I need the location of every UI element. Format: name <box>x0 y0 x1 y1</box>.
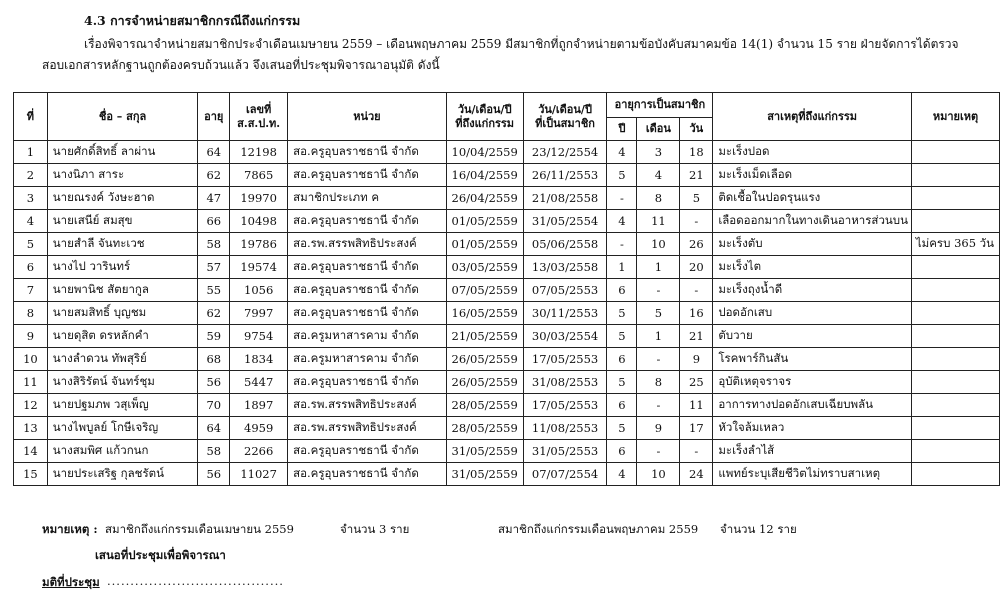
duration-days: 16 <box>680 302 713 325</box>
member-unit: สอ.ครูอุบลราชธานี จำกัด <box>288 256 447 279</box>
duration-months: 5 <box>637 302 680 325</box>
death-date: 26/05/2559 <box>446 348 523 371</box>
death-date: 16/04/2559 <box>446 164 523 187</box>
member-age: 59 <box>198 325 230 348</box>
join-date: 23/12/2554 <box>523 141 607 164</box>
death-date: 07/05/2559 <box>446 279 523 302</box>
footer-april-count: จำนวน 3 ราย <box>340 522 410 536</box>
duration-days: - <box>680 210 713 233</box>
member-name: นายพานิช สัตยากูล <box>47 279 198 302</box>
duration-days: 5 <box>680 187 713 210</box>
duration-years: - <box>607 233 637 256</box>
join-date: 07/07/2554 <box>523 463 607 486</box>
cause-of-death: อาการทางปอดอักเสบเฉียบพลัน <box>713 394 912 417</box>
member-number: 19574 <box>230 256 288 279</box>
duration-days: 17 <box>680 417 713 440</box>
resolution-label: มติที่ประชุม <box>42 575 100 589</box>
cause-of-death: มะเร็งตับ <box>713 233 912 256</box>
join-date: 26/11/2553 <box>523 164 607 187</box>
duration-months: - <box>637 348 680 371</box>
table-row <box>14 187 1000 210</box>
row-number: 6 <box>14 256 48 279</box>
row-note <box>911 394 999 417</box>
cause-of-death: หัวใจล้มเหลว <box>713 417 912 440</box>
death-date: 26/04/2559 <box>446 187 523 210</box>
duration-months: 10 <box>637 233 680 256</box>
header-cause: สาเหตุที่ถึงแก่กรรม <box>713 93 912 141</box>
join-date: 30/03/2554 <box>523 325 607 348</box>
duration-years: - <box>607 187 637 210</box>
duration-months: 8 <box>637 371 680 394</box>
member-age: 56 <box>198 463 230 486</box>
duration-months: - <box>637 440 680 463</box>
duration-years: 6 <box>607 279 637 302</box>
row-note <box>911 279 999 302</box>
member-number: 2266 <box>230 440 288 463</box>
row-note <box>911 371 999 394</box>
member-number: 1897 <box>230 394 288 417</box>
row-note <box>911 141 999 164</box>
death-date: 28/05/2559 <box>446 417 523 440</box>
member-name: นายประเสริฐ กุลชรัตน์ <box>47 463 198 486</box>
section-heading: 4.3 การจำหน่ายสมาชิกกรณีถึงแก่กรรม <box>84 13 301 28</box>
cause-of-death: มะเร็งไต <box>713 256 912 279</box>
join-date: 07/05/2553 <box>523 279 607 302</box>
member-unit: สอ.ครูอุบลราชธานี จำกัด <box>288 302 447 325</box>
row-number: 11 <box>14 371 48 394</box>
join-date: 31/08/2553 <box>523 371 607 394</box>
member-age: 64 <box>198 141 230 164</box>
duration-years: 6 <box>607 394 637 417</box>
member-unit: สอ.ครูมหาสารคาม จำกัด <box>288 325 447 348</box>
cause-of-death: มะเร็งเม็ดเลือด <box>713 164 912 187</box>
member-number: 11027 <box>230 463 288 486</box>
duration-years: 5 <box>607 164 637 187</box>
member-unit: สอ.ครูอุบลราชธานี จำกัด <box>288 164 447 187</box>
member-number: 4959 <box>230 417 288 440</box>
table-row <box>14 348 1000 371</box>
member-unit: สอ.ครูอุบลราชธานี จำกัด <box>288 463 447 486</box>
death-date: 28/05/2559 <box>446 394 523 417</box>
death-date: 26/05/2559 <box>446 371 523 394</box>
cause-of-death: อุบัติเหตุจราจร <box>713 371 912 394</box>
duration-years: 5 <box>607 417 637 440</box>
row-note <box>911 463 999 486</box>
row-note <box>911 187 999 210</box>
header-no: ที่ <box>14 93 48 141</box>
member-age: 57 <box>198 256 230 279</box>
duration-years: 1 <box>607 256 637 279</box>
header-join-date: วัน/เดือน/ปี ที่เป็นสมาชิก <box>523 93 607 141</box>
member-name: นางสิริรัตน์ จันทร์ชุม <box>47 371 198 394</box>
table-row <box>14 325 1000 348</box>
member-name: นายดุสิต ดรหลักคำ <box>47 325 198 348</box>
member-number: 19786 <box>230 233 288 256</box>
duration-years: 4 <box>607 463 637 486</box>
join-date: 05/06/2558 <box>523 233 607 256</box>
cause-of-death: โรคพาร์กินสัน <box>713 348 912 371</box>
member-number: 9754 <box>230 325 288 348</box>
cause-of-death: ปอดอักเสบ <box>713 302 912 325</box>
member-age: 68 <box>198 348 230 371</box>
footer-april-text: สมาชิกถึงแก่กรรมเดือนเมษายน 2559 <box>105 522 294 536</box>
duration-days: 18 <box>680 141 713 164</box>
member-name: นางลำดวน ทัพสุริย์ <box>47 348 198 371</box>
table-row <box>14 233 1000 256</box>
member-unit: สอ.ครูอุบลราชธานี จำกัด <box>288 371 447 394</box>
row-note: ไม่ครบ 365 วัน <box>911 233 999 256</box>
row-note <box>911 164 999 187</box>
cause-of-death: มะเร็งลำไส้ <box>713 440 912 463</box>
member-age: 70 <box>198 394 230 417</box>
header-unit: หน่วย <box>288 93 447 141</box>
footer-may-text: สมาชิกถึงแก่กรรมเดือนพฤษภาคม 2559 <box>498 522 699 536</box>
member-number: 5447 <box>230 371 288 394</box>
duration-years: 5 <box>607 325 637 348</box>
member-name: นายปฐมภพ วสุเพ็ญ <box>47 394 198 417</box>
intro-paragraph: เรื่องพิจารณาจำหน่ายสมาชิกประจำเดือนเมษายน 2559 – เดือนพฤษภาคม 2559 มีสมาชิกที่ถูกจำหน่ายตามข้อบังคับสมาคมข้อ 14(1) จำนวน 15 ราย ฝ่ายจัดการได้ตรวจสอบเอกสารหลักฐานถูกต้องครบถ้วนแล้ว จึงเสนอที่ประชุมพิจารณาอนุมัติ ดังนี้ <box>42 37 959 72</box>
header-member-no: เลขที่ ส.ส.ป.ท. <box>230 93 288 141</box>
duration-years: 4 <box>607 141 637 164</box>
member-name: นางสมพิศ แก้วกนก <box>47 440 198 463</box>
duration-days: - <box>680 440 713 463</box>
row-number: 2 <box>14 164 48 187</box>
member-age: 64 <box>198 417 230 440</box>
cause-of-death: ตับวาย <box>713 325 912 348</box>
duration-months: 8 <box>637 187 680 210</box>
table-row <box>14 463 1000 486</box>
member-age: 66 <box>198 210 230 233</box>
member-unit: สอ.รพ.สรรพสิทธิประสงค์ <box>288 394 447 417</box>
duration-days: 26 <box>680 233 713 256</box>
death-date: 01/05/2559 <box>446 233 523 256</box>
table-row <box>14 279 1000 302</box>
cause-of-death: เลือดออกมากในทางเดินอาหารส่วนบน <box>713 210 912 233</box>
member-number: 1056 <box>230 279 288 302</box>
row-number: 3 <box>14 187 48 210</box>
member-unit: สอ.ครูอุบลราชธานี จำกัด <box>288 141 447 164</box>
duration-months: - <box>637 279 680 302</box>
member-name: นายสมสิทธิ์ บุญชม <box>47 302 198 325</box>
death-date: 01/05/2559 <box>446 210 523 233</box>
member-age: 55 <box>198 279 230 302</box>
row-number: 8 <box>14 302 48 325</box>
member-name: นายสำลี จันทะเวช <box>47 233 198 256</box>
row-number: 7 <box>14 279 48 302</box>
resolution-blank: ...................................... <box>107 574 284 588</box>
duration-years: 5 <box>607 302 637 325</box>
header-months: เดือน <box>637 118 680 141</box>
member-name: นางไพบูลย์ โกษีเจริญ <box>47 417 198 440</box>
row-note <box>911 325 999 348</box>
member-age: 58 <box>198 233 230 256</box>
member-name: นายศักดิ์สิทธิ์ ลาผ่าน <box>47 141 198 164</box>
footer-propose: เสนอที่ประชุมเพื่อพิจารณา <box>95 548 226 562</box>
member-unit: สมาชิกประเภท ค <box>288 187 447 210</box>
join-date: 30/11/2553 <box>523 302 607 325</box>
row-number: 10 <box>14 348 48 371</box>
duration-days: 20 <box>680 256 713 279</box>
death-date: 16/05/2559 <box>446 302 523 325</box>
member-unit: สอ.รพ.สรรพสิทธิประสงค์ <box>288 233 447 256</box>
row-note <box>911 348 999 371</box>
row-number: 14 <box>14 440 48 463</box>
row-number: 1 <box>14 141 48 164</box>
duration-months: 3 <box>637 141 680 164</box>
member-unit: สอ.ครูอุบลราชธานี จำกัด <box>288 440 447 463</box>
join-date: 17/05/2553 <box>523 348 607 371</box>
table-row <box>14 417 1000 440</box>
member-name: นายณรงค์ วังษะฮาด <box>47 187 198 210</box>
duration-years: 5 <box>607 371 637 394</box>
join-date: 13/03/2558 <box>523 256 607 279</box>
duration-months: - <box>637 394 680 417</box>
duration-months: 11 <box>637 210 680 233</box>
duration-years: 6 <box>607 348 637 371</box>
member-unit: สอ.ครูอุบลราชธานี จำกัด <box>288 210 447 233</box>
header-note: หมายเหตุ <box>911 93 999 141</box>
table-row <box>14 164 1000 187</box>
row-number: 15 <box>14 463 48 486</box>
join-date: 11/08/2553 <box>523 417 607 440</box>
table-row <box>14 440 1000 463</box>
table-row <box>14 371 1000 394</box>
duration-days: 21 <box>680 325 713 348</box>
duration-months: 9 <box>637 417 680 440</box>
table-row <box>14 210 1000 233</box>
row-number: 12 <box>14 394 48 417</box>
duration-days: - <box>680 279 713 302</box>
member-unit: สอ.ครูมหาสารคาม จำกัด <box>288 348 447 371</box>
member-age: 62 <box>198 164 230 187</box>
header-age: อายุ <box>198 93 230 141</box>
death-date: 31/05/2559 <box>446 463 523 486</box>
join-date: 31/05/2553 <box>523 440 607 463</box>
duration-months: 1 <box>637 256 680 279</box>
duration-days: 21 <box>680 164 713 187</box>
header-death-date: วัน/เดือน/ปี ที่ถึงแก่กรรม <box>446 93 523 141</box>
member-number: 1834 <box>230 348 288 371</box>
member-number: 10498 <box>230 210 288 233</box>
table-row <box>14 141 1000 164</box>
join-date: 17/05/2553 <box>523 394 607 417</box>
death-date: 10/04/2559 <box>446 141 523 164</box>
table-row <box>14 302 1000 325</box>
table-row <box>14 256 1000 279</box>
footer-note-label: หมายเหตุ : <box>42 522 98 536</box>
row-number: 9 <box>14 325 48 348</box>
header-name: ชื่อ – สกุล <box>47 93 198 141</box>
cause-of-death: แพทย์ระบุเสียชีวิตไม่ทราบสาเหตุ <box>713 463 912 486</box>
member-age: 56 <box>198 371 230 394</box>
member-name: นายเสนีย์ สมสุข <box>47 210 198 233</box>
death-date: 03/05/2559 <box>446 256 523 279</box>
cause-of-death: ติดเชื้อในปอดรุนแรง <box>713 187 912 210</box>
member-name: นางนิภา สาระ <box>47 164 198 187</box>
member-number: 12198 <box>230 141 288 164</box>
member-unit: สอ.ครูอุบลราชธานี จำกัด <box>288 279 447 302</box>
header-years: ปี <box>607 118 637 141</box>
death-date: 31/05/2559 <box>446 440 523 463</box>
member-number: 19970 <box>230 187 288 210</box>
member-age: 62 <box>198 302 230 325</box>
table-row <box>14 394 1000 417</box>
member-age: 58 <box>198 440 230 463</box>
duration-days: 11 <box>680 394 713 417</box>
row-note <box>911 210 999 233</box>
join-date: 31/05/2554 <box>523 210 607 233</box>
cause-of-death: มะเร็งถุงน้ำดี <box>713 279 912 302</box>
row-note <box>911 256 999 279</box>
duration-days: 24 <box>680 463 713 486</box>
join-date: 21/08/2558 <box>523 187 607 210</box>
member-name: นางไป วารินทร์ <box>47 256 198 279</box>
header-days: วัน <box>680 118 713 141</box>
footer-may-count: จำนวน 12 ราย <box>720 522 797 536</box>
member-number: 7997 <box>230 302 288 325</box>
member-unit: สอ.รพ.สรรพสิทธิประสงค์ <box>288 417 447 440</box>
member-number: 7865 <box>230 164 288 187</box>
duration-months: 10 <box>637 463 680 486</box>
cause-of-death: มะเร็งปอด <box>713 141 912 164</box>
duration-years: 4 <box>607 210 637 233</box>
row-note <box>911 440 999 463</box>
death-date: 21/05/2559 <box>446 325 523 348</box>
row-number: 13 <box>14 417 48 440</box>
duration-days: 9 <box>680 348 713 371</box>
row-note <box>911 302 999 325</box>
duration-months: 1 <box>637 325 680 348</box>
header-membership-duration: อายุการเป็นสมาชิก <box>607 93 713 118</box>
member-age: 47 <box>198 187 230 210</box>
duration-days: 25 <box>680 371 713 394</box>
deceased-members-table <box>13 92 1000 486</box>
row-number: 5 <box>14 233 48 256</box>
duration-months: 4 <box>637 164 680 187</box>
duration-years: 6 <box>607 440 637 463</box>
row-number: 4 <box>14 210 48 233</box>
row-note <box>911 417 999 440</box>
